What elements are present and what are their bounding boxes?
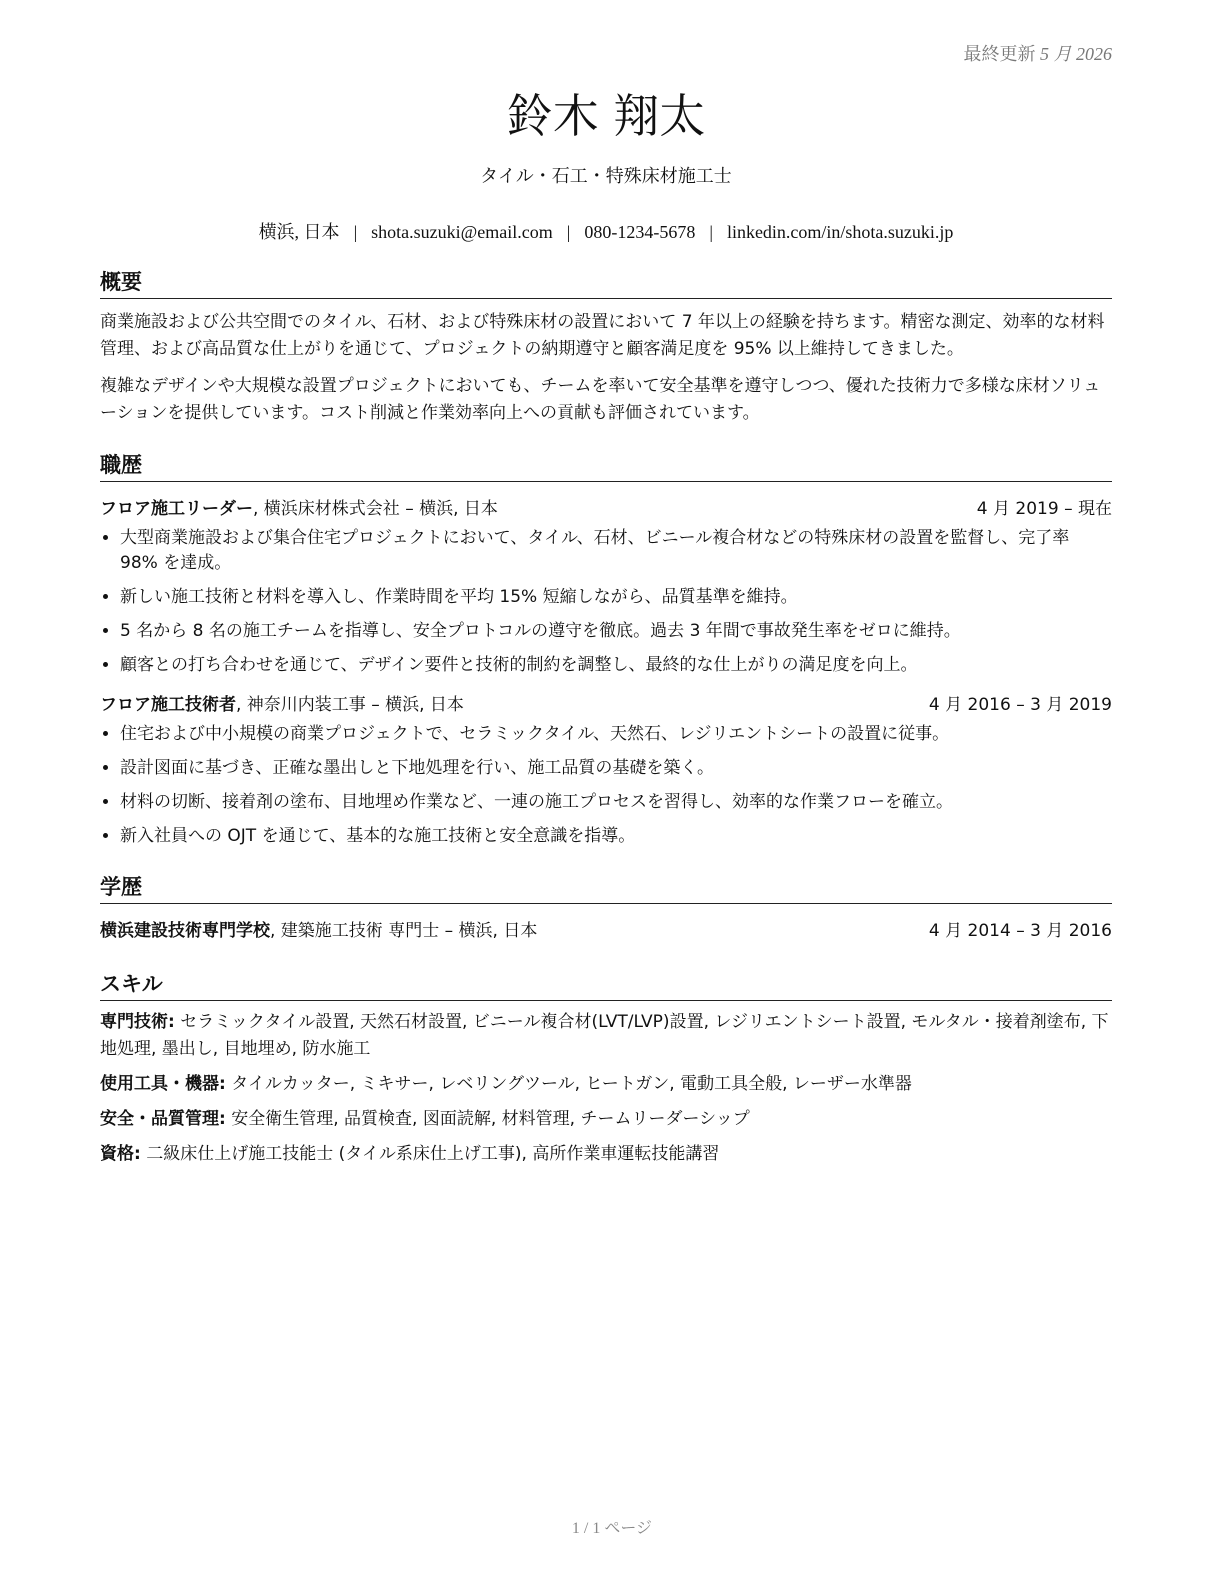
resume-page <box>100 40 1112 1168</box>
separator: | <box>566 222 571 242</box>
list-item: • 新入社員への OJT を通じて、基本的な施工技術と安全意識を指導。 <box>120 824 1112 849</box>
job-role: フロア施工リーダー <box>100 499 253 519</box>
last-updated-label: 最終更新 <box>963 44 1036 64</box>
contact-email[interactable]: shota.suzuki@email.com <box>371 222 553 242</box>
skill-row <box>100 1106 1112 1133</box>
job-entry <box>100 690 1112 849</box>
job-title: タイル・石工・特殊床材施工士 <box>480 166 732 187</box>
job-header <box>100 690 1112 720</box>
skill-value: セラミックタイル設置, 天然石材設置, ビニール複合材(LVT/LVP)設置, レジリエントシート設置, モルタル・接着剤塗布, 下地処理, 墨出し, 目地埋め, 防水施工 <box>100 1012 1109 1059</box>
job-bullets <box>100 526 1112 678</box>
job-dates: 4 月 2016 – 3 月 2019 <box>928 695 1112 715</box>
skill-value: 安全衛生管理, 品質検査, 図面読解, 材料管理, チームリーダーシップ <box>225 1109 750 1129</box>
list-item: • 設計図面に基づき、正確な墨出しと下地処理を行い、施工品質の基礎を築く。 <box>120 756 1112 781</box>
job-bullets <box>100 722 1112 849</box>
summary-paragraph: 商業施設および公共空間でのタイル、石材、および特殊床材の設置において 7 年以上の経験を持ちます。精密な測定、効率的な材料管理、および高品質な仕上がりを通じて、プロジェクトの納期遵守と顧客満足度を 95% 以上維持してきました。 <box>100 312 1105 359</box>
list-item: • 新しい施工技術と材料を導入し、作業時間を平均 15% 短縮しながら、品質基準を維持。 <box>120 585 1112 610</box>
last-updated-date: 5 月 2026 <box>1040 44 1112 64</box>
job-dates: 4 月 2019 – 現在 <box>976 499 1112 519</box>
education-dates: 4 月 2014 – 3 月 2016 <box>928 921 1112 941</box>
section-title-education: 学歴 <box>100 871 1112 904</box>
job-company: , 神奈川内装工事 – 横浜, 日本 <box>236 695 464 715</box>
education-school-detail <box>100 916 537 946</box>
skill-row <box>100 1141 1112 1168</box>
skill-key: 資格: <box>100 1144 141 1164</box>
education-detail: , 建築施工技術 専門士 – 横浜, 日本 <box>270 921 538 941</box>
list-item: • 顧客との打ち合わせを通じて、デザイン要件と技術的制約を調整し、最終的な仕上がりの満足度を向上。 <box>120 653 1112 678</box>
skill-key: 専門技術: <box>100 1012 175 1032</box>
job-role: フロア施工技術者 <box>100 695 236 715</box>
skill-value: タイルカッター, ミキサー, レベリングツール, ヒートガン, 電動工具全般, レーザー水準器 <box>225 1074 912 1094</box>
section-title-summary: 概要 <box>100 266 1112 299</box>
list-item: • 大型商業施設および集合住宅プロジェクトにおいて、タイル、石材、ビニール複合材などの特殊床材の設置を監督し、完了率 98% を達成。 <box>120 526 1112 576</box>
candidate-name: 鈴木 翔太 <box>506 89 706 143</box>
contact-line <box>100 218 1112 244</box>
page-number: 1 / 1 ページ <box>571 1520 653 1537</box>
education-school: 横浜建設技術専門学校 <box>100 921 270 941</box>
list-item: • 材料の切断、接着剤の塗布、目地埋め作業など、一連の施工プロセスを習得し、効率的な作業フローを確立。 <box>120 790 1112 815</box>
job-entry <box>100 494 1112 678</box>
contact-location: 横浜, 日本 <box>258 222 340 242</box>
education-entry <box>100 916 1112 946</box>
job-role-company <box>100 494 498 524</box>
separator: | <box>709 222 713 242</box>
job-role-company <box>100 690 464 720</box>
section-title-experience: 職歴 <box>100 449 1112 482</box>
section-title-skills: スキル <box>100 968 1112 1001</box>
list-item: • 5 名から 8 名の施工チームを指導し、安全プロトコルの遵守を徹底。過去 3 年間で事故発生率をゼロに維持。 <box>120 619 1112 644</box>
last-updated <box>100 40 1112 66</box>
skill-row <box>100 1071 1112 1098</box>
skill-value: 二級床仕上げ施工技能士 (タイル系床仕上げ工事), 高所作業車運転技能講習 <box>140 1144 720 1164</box>
skill-row <box>100 1009 1112 1063</box>
separator: | <box>353 222 358 242</box>
job-header <box>100 494 1112 524</box>
contact-linkedin[interactable]: linkedin.com/in/shota.suzuki.jp <box>726 222 954 242</box>
summary-paragraph: 複雑なデザインや大規模な設置プロジェクトにおいても、チームを率いて安全基準を遵守しつつ、優れた技術力で多様な床材ソリューションを提供しています。コスト削減と作業効率向上への貢献も評価されています。 <box>100 376 1101 423</box>
skill-key: 安全・品質管理: <box>100 1109 226 1129</box>
list-item: • 住宅および中小規模の商業プロジェクトで、セラミックタイル、天然石、レジリエントシートの設置に従事。 <box>120 722 1112 747</box>
skill-key: 使用工具・機器: <box>100 1074 226 1094</box>
contact-phone[interactable]: 080-1234-5678 <box>584 222 696 242</box>
job-company: , 横浜床材株式会社 – 横浜, 日本 <box>253 499 498 519</box>
